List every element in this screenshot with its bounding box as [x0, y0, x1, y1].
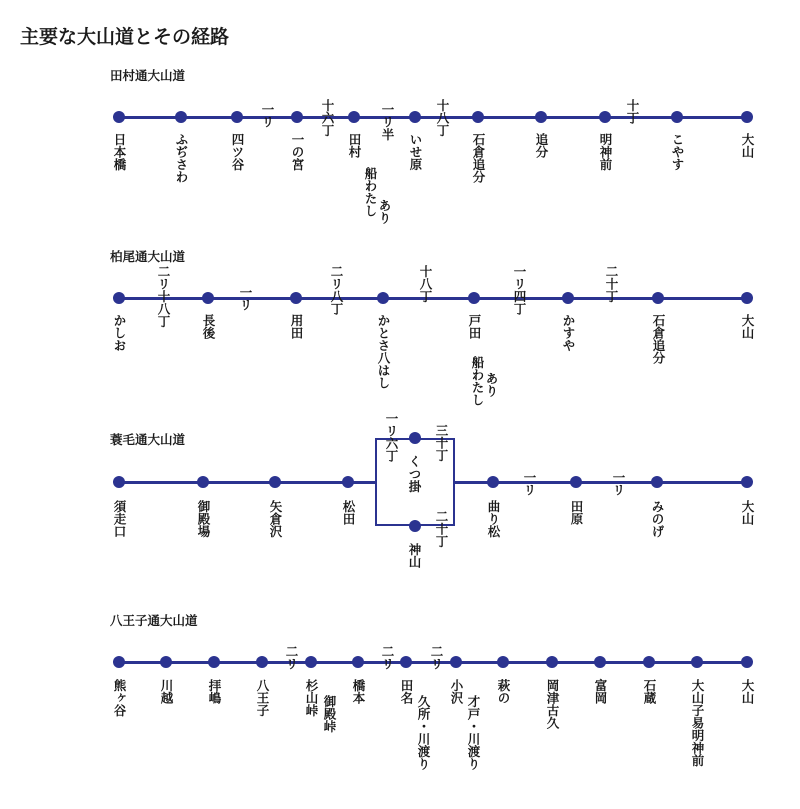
station-dot	[691, 656, 703, 668]
station-dot	[487, 476, 499, 488]
station-label: 御殿場	[196, 500, 211, 538]
station-dot	[643, 656, 655, 668]
distance-label: 二リ十八丁	[156, 265, 171, 328]
station-dot	[535, 111, 547, 123]
station-dot	[269, 476, 281, 488]
station-dot	[290, 292, 302, 304]
station-dot	[450, 656, 462, 668]
station-label: 久所・川渡り	[416, 695, 431, 770]
route-line-minoge-west	[118, 481, 376, 484]
distance-label: 一リ四丁	[512, 265, 527, 315]
station-dot	[175, 111, 187, 123]
station-label: 八王子	[255, 679, 270, 717]
station-label: 小沢	[449, 679, 464, 704]
station-label: 田名	[399, 679, 414, 704]
station-label: 富岡	[593, 679, 608, 704]
page-title: 主要な大山道とその経路	[20, 26, 230, 48]
station-dot	[342, 476, 354, 488]
station-label: かしお	[112, 314, 127, 352]
station-dot	[409, 432, 421, 444]
distance-label: 十八丁	[418, 265, 433, 303]
distance-label: 二リ	[380, 645, 395, 670]
station-note: 船わたし	[470, 356, 485, 406]
station-dot	[599, 111, 611, 123]
station-label: 石倉追分	[651, 314, 666, 364]
station-dot	[377, 292, 389, 304]
station-label: こやす	[670, 133, 685, 171]
station-label: 萩の	[496, 679, 511, 704]
station-label: 曲り松	[486, 500, 501, 538]
station-dot	[305, 656, 317, 668]
station-label: 杉山峠	[304, 679, 319, 717]
station-note: あり	[484, 372, 499, 397]
station-dot	[472, 111, 484, 123]
route-title-tamura: 田村通大山道	[110, 68, 186, 83]
station-label: くつ掛	[407, 455, 422, 493]
station-dot	[570, 476, 582, 488]
station-label: 大山	[740, 500, 755, 525]
station-note: あり	[377, 199, 392, 224]
distance-label: 一リ	[238, 286, 253, 311]
station-label: 拝嶋	[207, 679, 222, 704]
distance-label: 一リ六丁	[384, 412, 399, 462]
station-label: 才戸・川渡り	[466, 695, 481, 770]
station-dot	[741, 292, 753, 304]
station-label: 須走口	[112, 500, 127, 538]
station-label: 田村	[347, 133, 362, 158]
station-dot	[113, 111, 125, 123]
route-line-tamura	[118, 116, 748, 119]
station-label: 用田	[289, 314, 304, 339]
station-label: 大山	[740, 314, 755, 339]
station-label: 松田	[341, 500, 356, 525]
route-title-minoge: 蓑毛通大山道	[110, 432, 186, 447]
station-dot	[671, 111, 683, 123]
station-label: 御殿峠	[322, 695, 337, 733]
distance-label: 二十丁	[604, 265, 619, 303]
station-label: 明神前	[598, 133, 613, 171]
station-label: 神山	[407, 543, 422, 568]
station-dot	[409, 520, 421, 532]
station-label: 日本橋	[112, 133, 127, 171]
station-dot	[651, 476, 663, 488]
distance-label: 一リ	[611, 471, 626, 496]
station-label: 田原	[569, 500, 584, 525]
station-label: 矢倉沢	[268, 500, 283, 538]
station-label: 石蔵	[642, 679, 657, 704]
distance-label: 十八丁	[435, 99, 450, 137]
station-label: みのげ	[650, 500, 665, 538]
station-dot	[160, 656, 172, 668]
station-dot	[197, 476, 209, 488]
station-dot	[562, 292, 574, 304]
station-dot	[741, 656, 753, 668]
station-label: 戸田	[467, 314, 482, 339]
station-label: 橋本	[351, 679, 366, 704]
route-title-hachioji: 八王子通大山道	[110, 613, 198, 628]
distance-label: 十六丁	[320, 99, 335, 137]
station-dot	[113, 656, 125, 668]
station-label: ふぢさわ	[174, 133, 189, 183]
station-label: 一の宮	[290, 133, 305, 171]
distance-label: 十丁	[625, 99, 640, 124]
station-label: 岡津古久	[545, 679, 560, 729]
station-label: 川越	[159, 679, 174, 704]
station-dot	[113, 476, 125, 488]
station-label: 熊ヶ谷	[112, 679, 127, 717]
distance-label: 一リ	[260, 103, 275, 128]
station-dot	[348, 111, 360, 123]
station-dot	[409, 111, 421, 123]
route-title-kashio: 柏尾通大山道	[110, 249, 186, 264]
distance-label: 一リ	[522, 471, 537, 496]
station-label: かすや	[561, 314, 576, 352]
station-dot	[468, 292, 480, 304]
station-dot	[291, 111, 303, 123]
station-dot	[652, 292, 664, 304]
station-label: かとさ八はし	[376, 314, 391, 389]
station-label: いせ原	[408, 133, 423, 171]
station-dot	[741, 476, 753, 488]
station-dot	[400, 656, 412, 668]
station-dot	[497, 656, 509, 668]
station-label: 追分	[534, 133, 549, 158]
station-dot	[256, 656, 268, 668]
station-dot	[546, 656, 558, 668]
station-dot	[352, 656, 364, 668]
station-label: 大山	[740, 679, 755, 704]
station-dot	[231, 111, 243, 123]
station-dot	[741, 111, 753, 123]
station-label: 四ツ谷	[230, 133, 245, 171]
distance-label: 二リ八丁	[329, 265, 344, 315]
station-dot	[202, 292, 214, 304]
station-note: 船わたし	[363, 167, 378, 217]
distance-label: 二リ	[429, 645, 444, 670]
station-label: 大山	[740, 133, 755, 158]
distance-label: 一リ半	[380, 103, 395, 141]
distance-label: 二十丁	[434, 510, 449, 548]
station-dot	[208, 656, 220, 668]
station-label: 長後	[201, 314, 216, 339]
distance-label: 二リ	[284, 645, 299, 670]
station-label: 石倉追分	[471, 133, 486, 183]
station-dot	[113, 292, 125, 304]
distance-label: 三十丁	[434, 424, 449, 462]
station-label: 大山子易明神前	[690, 679, 705, 767]
station-dot	[594, 656, 606, 668]
